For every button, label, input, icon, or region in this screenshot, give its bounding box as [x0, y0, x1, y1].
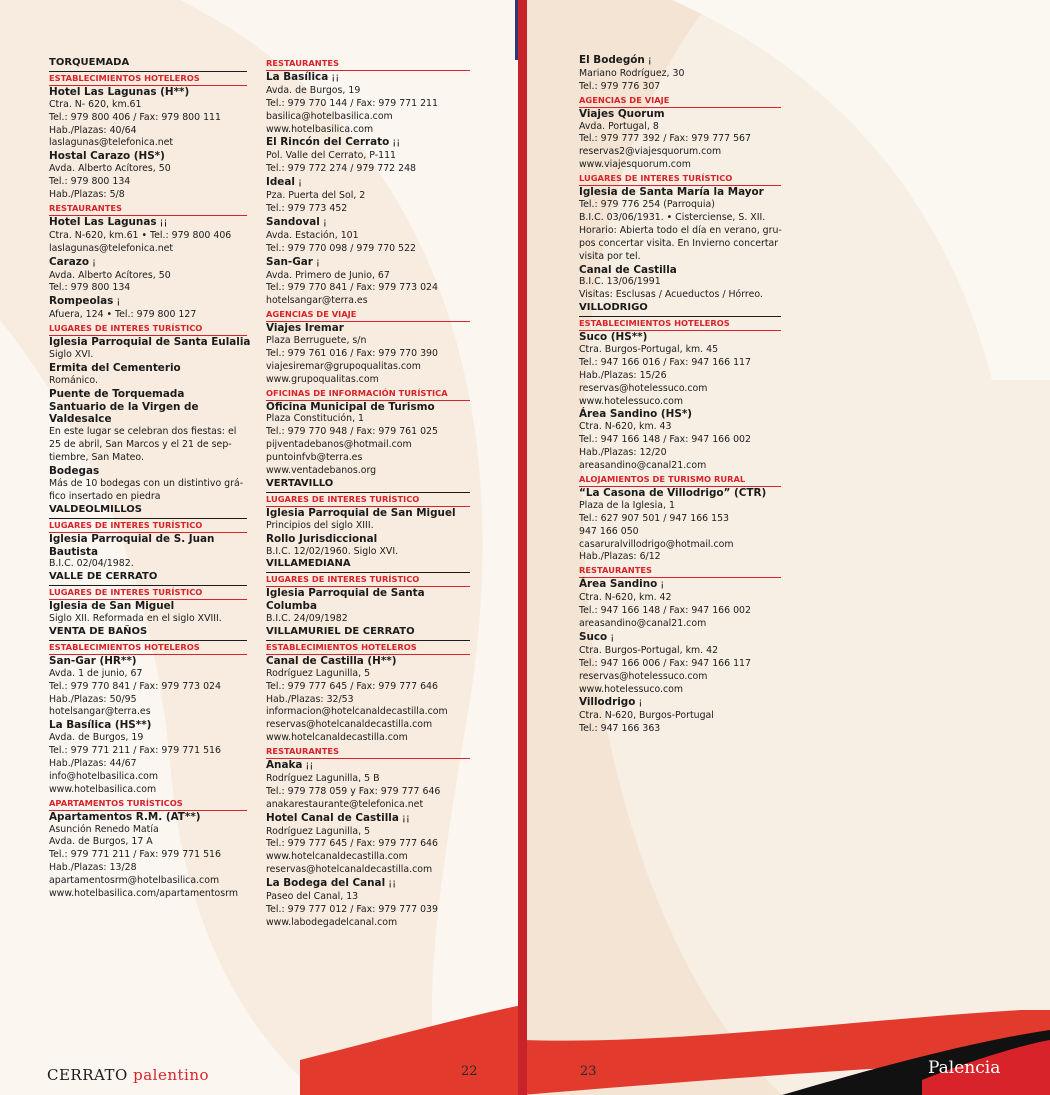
entry-detail: Ctra. N-620, km. 43 — [579, 421, 672, 433]
footer-brand-right: Palencia — [928, 1058, 1001, 1078]
entry-detail: Románico. — [49, 374, 98, 386]
entry-detail: areasandino@canal21.com — [579, 617, 707, 629]
entry-detail: info@hotelbasilica.com — [49, 770, 158, 782]
entry-detail: Pol. Valle del Cerrato, P-111 — [266, 150, 397, 162]
entry-detail: Paseo del Canal, 13 — [266, 891, 359, 903]
brand-accent: palentino — [133, 1066, 210, 1084]
entry-detail: Avda. Portugal, 8 — [579, 120, 659, 132]
entry-name: El Bodegón ¡ — [579, 54, 652, 66]
entry-detail: basilica@hotelbasilica.com — [266, 110, 393, 122]
category-heading: ALOJAMIENTOS DE TURISMO RURAL — [579, 473, 781, 487]
entry-name: Sandoval ¡ — [266, 215, 327, 228]
category-heading: OFICINAS DE INFORMACIÓN TURÍSTICA — [266, 387, 470, 401]
entry-detail: Horario: Abierta todo el día en verano, gru- — [579, 224, 782, 236]
page-number-left: 22 — [461, 1064, 478, 1079]
entry-name: Área Sandino ¡ — [579, 578, 665, 591]
cutlery-rating-one-icon: ¡ — [297, 177, 302, 189]
entry-detail: Tel.: 979 770 098 / 979 770 522 — [266, 242, 417, 254]
entry-detail: Tel.: 979 770 948 / Fax: 979 761 025 — [266, 426, 438, 438]
entry-name: Villodrigo ¡ — [579, 696, 643, 709]
entry-detail: Siglo XVI. — [49, 348, 94, 360]
category-heading: RESTAURANTES — [49, 202, 247, 216]
entry-detail: Hab./Plazas: 32/53 — [266, 693, 354, 705]
cutlery-rating-one-icon: ¡ — [610, 631, 615, 643]
entry-name: Hotel Las Lagunas ¡¡ — [49, 215, 168, 228]
entry-detail: Ctra. N-620, km.61 • Tel.: 979 800 406 — [49, 229, 232, 241]
category-heading: ESTABLECIMIENTOS HOTELEROS — [49, 72, 247, 86]
entry-detail: Tel.: 979 777 392 / Fax: 979 777 567 — [579, 133, 751, 145]
entry-name: Anaka ¡¡ — [266, 759, 314, 772]
entry-name: Bautista — [49, 545, 99, 558]
entry-detail: Mariano Rodríguez, 30 — [579, 67, 685, 79]
entry-detail: Tel.: 979 771 211 / Fax: 979 771 516 — [49, 849, 221, 861]
entry-detail: hotelsangar@terra.es — [266, 295, 368, 307]
entry-detail: reservas@hotelcanaldecastilla.com — [266, 864, 433, 876]
entry-detail: Tel.: 627 907 501 / 947 166 153 — [579, 512, 730, 524]
entry-detail: Tel.: 979 770 144 / Fax: 979 771 211 — [266, 97, 438, 109]
entry-detail: Hab./Plazas: 13/28 — [49, 862, 137, 874]
entry-detail: Plaza Constitución, 1 — [266, 413, 365, 425]
entry-detail: Plaza de la Iglesia, 1 — [579, 499, 675, 511]
entry-detail: Avda. Alberto Acítores, 50 — [49, 163, 171, 175]
cutlery-rating-two-icon: ¡¡ — [305, 760, 314, 772]
entry-detail: Avda. Estación, 101 — [266, 229, 359, 241]
town-heading: VALDEOLMILLOS — [49, 504, 247, 519]
entry-detail: www.grupoqualitas.com — [266, 373, 379, 385]
entry-name: Canal de Castilla (H**) — [266, 654, 397, 667]
entry-detail: www.hotelbasilica.com — [266, 123, 374, 135]
entry-detail: Ctra. Burgos-Portugal, km. 42 — [579, 644, 719, 656]
category-heading: LUGARES DE INTERES TURÍSTICO — [49, 519, 247, 533]
town-heading: VILLAMEDIANA — [266, 558, 470, 573]
entry-detail: Hab./Plazas: 40/64 — [49, 124, 137, 136]
entry-detail: Tel.: 947 166 006 / Fax: 947 166 117 — [579, 657, 751, 669]
entry-detail: apartamentosrm@hotelbasilica.com — [49, 875, 220, 887]
entry-detail: B.I.C. 12/02/1960. Siglo XVI. — [266, 545, 399, 557]
entry-detail: www.viajesquorum.com — [579, 159, 691, 171]
entry-detail: www.hotelessuco.com — [579, 683, 684, 695]
entry-name: Bodegas — [49, 465, 100, 478]
entry-detail: Tel.: 979 772 274 / 979 772 248 — [266, 163, 417, 175]
entry-detail: tiembre, San Mateo. — [49, 452, 144, 464]
entry-detail: Hab./Plazas: 50/95 — [49, 693, 137, 705]
entry-name: Hotel Las Lagunas (H**) — [49, 85, 190, 98]
entry-detail: Tel.: 947 166 148 / Fax: 947 166 002 — [579, 605, 751, 617]
cutlery-rating-one-icon: ¡ — [322, 216, 327, 228]
entry-detail: Visitas: Esclusas / Acueductos / Hórreo. — [579, 289, 763, 301]
entry-name: Columba — [266, 600, 317, 613]
entry-detail: anakarestaurante@telefonica.net — [266, 798, 424, 810]
entry-detail: Tel.: 947 166 016 / Fax: 947 166 117 — [579, 356, 751, 368]
entry-detail: 25 de abril, San Marcos y el 21 de sep- — [49, 439, 232, 451]
entry-detail: Principios del siglo XIII. — [266, 519, 374, 531]
entry-detail: Más de 10 bodegas con un distintivo grá- — [49, 478, 244, 489]
entry-name: Iglesia de Santa María la Mayor — [579, 186, 764, 199]
entry-detail: Hab./Plazas: 12/20 — [579, 447, 667, 459]
entry-detail: Avda. de Burgos, 17 A — [49, 836, 153, 848]
entry-detail: Avda. de Burgos, 19 — [266, 84, 361, 96]
entry-detail: Tel.: 979 777 012 / Fax: 979 777 039 — [266, 904, 438, 915]
column-villamuriel-villodrigo — [579, 54, 781, 736]
town-heading: VALLE DE CERRATO — [49, 571, 247, 586]
town-heading: VILLAMURIEL DE CERRATO — [266, 626, 470, 641]
entry-detail: reservas@hotelcanaldecastilla.com — [266, 719, 433, 731]
town-heading: VENTA DE BAÑOS — [49, 626, 247, 641]
entry-detail: areasandino@canal21.com — [579, 460, 707, 472]
cutlery-rating-one-icon: ¡ — [116, 296, 121, 308]
entry-detail: reservas2@viajesquorum.com — [579, 146, 722, 158]
entry-detail: Tel.: 979 771 211 / Fax: 979 771 516 — [49, 745, 221, 757]
entry-name: “La Casona de Villodrigo” (CTR) — [579, 486, 767, 499]
entry-detail: casaruralvillodrigo@hotmail.com — [579, 538, 734, 550]
column-venta-de-banos-villamuriel — [266, 57, 470, 930]
category-heading: RESTAURANTES — [266, 57, 470, 71]
entry-detail: laslagunas@telefonica.net — [49, 137, 174, 149]
column-torquemada-venta-de-banos — [49, 57, 251, 901]
entry-detail: Tel.: 979 770 841 / Fax: 979 773 024 — [266, 282, 438, 294]
entry-detail: Avda. Primero de Junio, 67 — [266, 269, 390, 281]
entry-detail: Hab./Plazas: 15/26 — [579, 369, 667, 381]
entry-detail: puntoinfvb@terra.es — [266, 452, 363, 464]
category-heading: ESTABLECIMIENTOS HOTELEROS — [579, 317, 781, 331]
entry-detail: Tel.: 979 777 645 / Fax: 979 777 646 — [266, 680, 438, 692]
entry-name: Hotel Canal de Castilla ¡¡ — [266, 811, 410, 824]
entry-detail: www.hotelessuco.com — [579, 395, 684, 407]
entry-detail: www.labodegadelcanal.com — [266, 916, 398, 928]
cutlery-rating-two-icon: ¡¡ — [401, 812, 410, 824]
footer-brand-left — [47, 1066, 209, 1084]
entry-detail: Hab./Plazas: 5/8 — [49, 189, 125, 201]
entry-name: El Rincón del Cerrato ¡¡ — [266, 136, 401, 149]
entry-detail: Tel.: 947 166 363 — [579, 723, 661, 735]
entry-detail: www.hotelbasilica.com — [49, 783, 157, 795]
entry-detail: Hab./Plazas: 6/12 — [579, 551, 661, 563]
town-heading: VERTAVILLO — [266, 478, 470, 493]
category-heading: LUGARES DE INTERES TURÍSTICO — [266, 573, 470, 587]
entry-detail: reservas@hotelessuco.com — [579, 382, 708, 394]
entry-detail: visita por tel. — [579, 250, 641, 262]
cutlery-rating-one-icon: ¡ — [660, 579, 665, 591]
entry-detail: Avda. Alberto Acítores, 50 — [49, 269, 171, 281]
entry-detail: Tel.: 979 800 134 — [49, 176, 131, 188]
entry-name: Iglesia Parroquial de Santa — [266, 587, 425, 600]
cutlery-rating-one-icon: ¡ — [91, 256, 96, 268]
entry-name: Rollo Jurisdiccional — [266, 532, 378, 545]
entry-detail: pijventadebanos@hotmail.com — [266, 439, 412, 451]
category-heading: APARTAMENTOS TURÍSTICOS — [49, 797, 247, 811]
category-heading: ESTABLECIMIENTOS HOTELEROS — [49, 641, 247, 655]
brand-name: CERRATO — [47, 1066, 128, 1084]
entry-name: Iglesia Parroquial de San Miguel — [266, 506, 456, 519]
entry-name: San-Gar (HR**) — [49, 654, 137, 667]
entry-detail: 947 166 050 — [579, 525, 639, 537]
entry-name: Viajes Quorum — [579, 107, 665, 120]
entry-name: Carazo ¡ — [49, 255, 96, 268]
entry-detail: hotelsangar@terra.es — [49, 706, 151, 718]
entry-detail: B.I.C. 13/06/1991 — [579, 276, 661, 288]
entry-detail: Ctra. Burgos-Portugal, km. 45 — [579, 343, 719, 355]
category-heading: LUGARES DE INTERES TURÍSTICO — [579, 172, 781, 186]
entry-detail: laslagunas@telefonica.net — [49, 242, 174, 254]
entry-name: Suco (HS**) — [579, 331, 648, 344]
entry-name: Canal de Castilla — [579, 263, 677, 276]
entry-name: Iglesia de San Miguel — [49, 600, 175, 613]
category-heading: LUGARES DE INTERES TURÍSTICO — [49, 322, 247, 336]
entry-detail: Tel.: 979 800 134 — [49, 282, 131, 294]
entry-detail: Tel.: 979 773 452 — [266, 202, 348, 214]
entry-detail: B.I.C. 24/09/1982 — [266, 613, 348, 625]
cutlery-rating-two-icon: ¡¡ — [159, 216, 168, 228]
cutlery-rating-one-icon: ¡ — [647, 55, 652, 66]
entry-name: Viajes Iremar — [266, 322, 344, 335]
category-heading: LUGARES DE INTERES TURÍSTICO — [266, 493, 470, 507]
entry-detail: Tel.: 979 776 307 — [579, 80, 661, 92]
entry-detail: viajesiremar@grupoqualitas.com — [266, 360, 421, 372]
entry-detail: www.hotelcanaldecastilla.com — [266, 851, 408, 863]
entry-name: Suco ¡ — [579, 630, 615, 643]
entry-detail: Avda. de Burgos, 19 — [49, 732, 144, 744]
entry-detail: B.I.C. 02/04/1982. — [49, 558, 134, 570]
entry-detail: Avda. 1 de junio, 67 — [49, 667, 143, 679]
category-heading: RESTAURANTES — [266, 745, 470, 759]
page-number-right: 23 — [580, 1064, 597, 1079]
entry-detail: Siglo XII. Reformada en el siglo XVIII. — [49, 613, 222, 625]
entry-name: Iglesia Parroquial de S. Juan — [49, 532, 215, 545]
entry-name: La Bodega del Canal ¡¡ — [266, 877, 397, 890]
entry-detail: www.hotelcanaldecastilla.com — [266, 732, 408, 744]
category-heading: AGENCIAS DE VIAJE — [266, 308, 470, 322]
entry-detail: Rodríguez Lagunilla, 5 — [266, 667, 371, 679]
category-heading: ESTABLECIMIENTOS HOTELEROS — [266, 641, 470, 655]
entry-detail: Tel.: 979 778 059 y Fax: 979 777 646 — [266, 785, 441, 797]
entry-detail: Ctra. N-620, km. 42 — [579, 592, 672, 604]
entry-detail: B.I.C. 03/06/1931. • Cisterciense, S. XII. — [579, 211, 766, 223]
entry-name: Ideal ¡ — [266, 176, 302, 189]
entry-detail: informacion@hotelcanaldecastilla.com — [266, 706, 448, 718]
entry-detail: Rodríguez Lagunilla, 5 B — [266, 772, 380, 784]
entry-detail: Ctra. N-620, Burgos-Portugal — [579, 710, 714, 722]
book-spine — [518, 0, 527, 1095]
entry-detail: Tel.: 979 777 645 / Fax: 979 777 646 — [266, 838, 438, 850]
entry-name: La Basílica (HS**) — [49, 719, 152, 732]
cutlery-rating-two-icon: ¡¡ — [388, 878, 397, 890]
entry-detail: Plaza Berruguete, s/n — [266, 335, 367, 347]
entry-detail: Tel.: 979 776 254 (Parroquia) — [579, 198, 715, 210]
entry-detail: Tel.: 979 761 016 / Fax: 979 770 390 — [266, 347, 438, 359]
town-heading: VILLODRIGO — [579, 302, 781, 317]
entry-detail: Afuera, 124 • Tel.: 979 800 127 — [49, 309, 197, 321]
entry-detail: Tel.: 979 770 841 / Fax: 979 773 024 — [49, 680, 221, 692]
entry-name: La Basílica ¡¡ — [266, 70, 340, 83]
entry-detail: fico insertado en piedra — [49, 490, 161, 502]
entry-name: Apartamentos R.M. (AT**) — [49, 810, 201, 823]
town-heading: TORQUEMADA — [49, 57, 247, 72]
entry-detail: www.ventadebanos.org — [266, 465, 377, 477]
category-heading: LUGARES DE INTERES TURÍSTICO — [49, 586, 247, 600]
cutlery-rating-one-icon: ¡ — [638, 697, 643, 709]
entry-name: Área Sandino (HS*) — [579, 408, 692, 421]
entry-detail: Hab./Plazas: 44/67 — [49, 758, 137, 770]
cutlery-rating-two-icon: ¡¡ — [331, 71, 340, 83]
entry-name: Santuario de la Virgen de — [49, 400, 199, 413]
entry-detail: En este lugar se celebran dos fiestas: el — [49, 426, 237, 438]
entry-detail: reservas@hotelessuco.com — [579, 670, 708, 682]
entry-name: Iglesia Parroquial de Santa Eulalia — [49, 336, 251, 349]
entry-name: San-Gar ¡ — [266, 255, 320, 268]
entry-detail: Tel.: 979 800 406 / Fax: 979 800 111 — [49, 111, 221, 123]
entry-detail: Rodríguez Lagunilla, 5 — [266, 825, 371, 837]
entry-name: Ermita del Cementerio — [49, 361, 181, 374]
entry-name: Rompeolas ¡ — [49, 295, 121, 308]
entry-name: Hostal Carazo (HS*) — [49, 150, 165, 163]
entry-name: Puente de Torquemada — [49, 387, 185, 400]
entry-detail: Asunción Renedo Matía — [49, 823, 159, 835]
category-heading: RESTAURANTES — [579, 564, 781, 578]
entry-name: Oficina Municipal de Turismo — [266, 400, 435, 413]
cutlery-rating-two-icon: ¡¡ — [392, 137, 401, 149]
entry-detail: Ctra. N- 620, km.61 — [49, 98, 142, 110]
cutlery-rating-one-icon: ¡ — [315, 256, 320, 268]
entry-detail: pos concertar visita. En Invierno concertar — [579, 237, 779, 249]
category-heading: AGENCIAS DE VIAJE — [579, 94, 781, 108]
entry-detail: Pza. Puerta del Sol, 2 — [266, 190, 366, 202]
entry-detail: www.hotelbasilica.com/apartamentosrm — [49, 888, 238, 900]
entry-name: Valdesalce — [49, 413, 112, 426]
entry-detail: Tel.: 947 166 148 / Fax: 947 166 002 — [579, 434, 751, 446]
